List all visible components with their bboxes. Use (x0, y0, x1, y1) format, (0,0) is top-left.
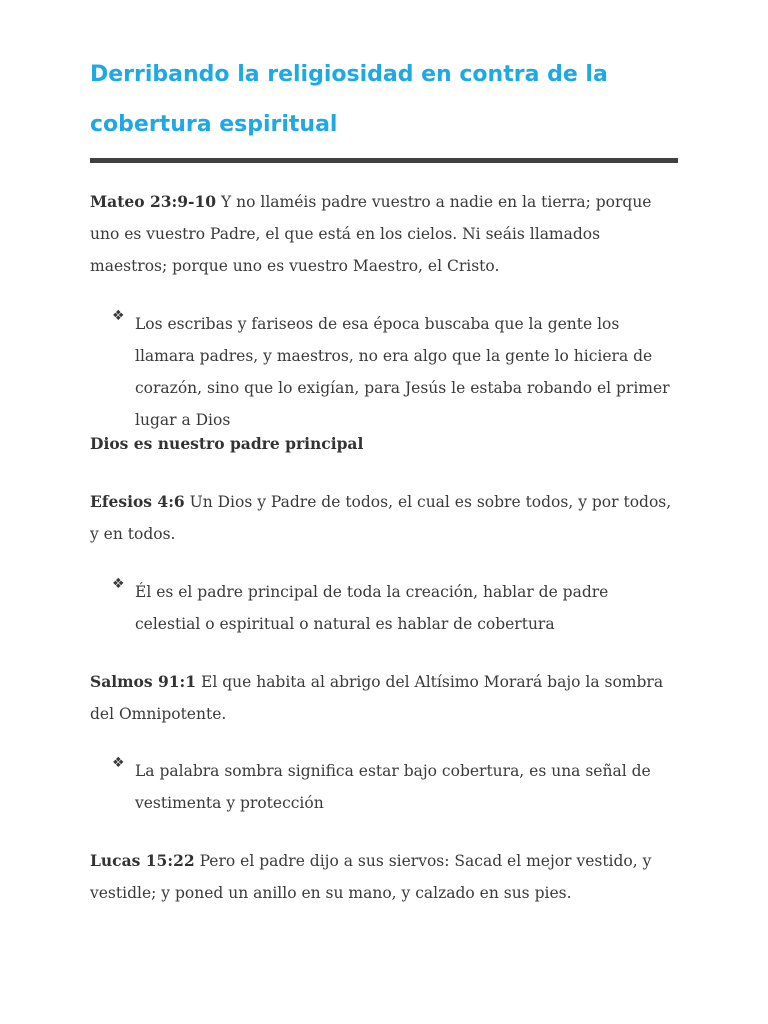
diamond-bullet-icon: ❖ (112, 755, 125, 771)
verse-paragraph (90, 486, 678, 550)
bullet-item (112, 755, 678, 819)
verse-text: El que habita al abrigo del Altísimo Morará bajo la sombra del Omnipotente. (90, 673, 664, 723)
verse-text: Un Dios y Padre de todos, el cual es sobre todos, y por todos, y en todos. (90, 493, 672, 543)
bullet-text: La palabra sombra significa estar bajo cobertura, es una señal de vestimenta y protección (135, 762, 651, 812)
verse-reference: Mateo 23:9-10 (90, 192, 217, 211)
verse-text: Y no llaméis padre vuestro a nadie en la tierra; porque uno es vuestro Padre, el que está en los cielos. Ni seáis llamados maestros; porque uno es vuestro Maestro, el Cristo. (90, 193, 652, 275)
diamond-bullet-icon: ❖ (112, 576, 125, 592)
verse-paragraph (90, 186, 678, 282)
diamond-bullet-icon: ❖ (112, 308, 125, 324)
bullet-item (112, 576, 678, 640)
verse-reference: Salmos 91:1 (90, 672, 197, 691)
bullet-text: Los escribas y fariseos de esa época buscaba que la gente los llamara padres, y maestros, no era algo que la gente lo hiciera de corazón, sino que lo exigían, para Jesús le estaba robando el primer lugar a Dios (135, 315, 670, 429)
document-page (90, 0, 678, 902)
bullet-text: Él es el padre principal de toda la creación, hablar de padre celestial o espiritual o natural es hablar de cobertura (135, 583, 609, 633)
verse-reference: Lucas 15:22 (90, 851, 195, 870)
verse-paragraph (90, 666, 678, 730)
page-title: Derribando la religiosidad en contra de la cobertura espiritual (90, 62, 608, 137)
title-divider (90, 158, 678, 163)
verse-paragraph (90, 845, 678, 909)
section-heading: Dios es nuestro padre principal (90, 434, 364, 453)
verse-reference: Efesios 4:6 (90, 492, 185, 511)
verse-text: Pero el padre dijo a sus siervos: Sacad el mejor vestido, y vestidle; y poned un anillo en su mano, y calzado en sus pies. (90, 852, 652, 902)
bullet-item (112, 308, 678, 436)
